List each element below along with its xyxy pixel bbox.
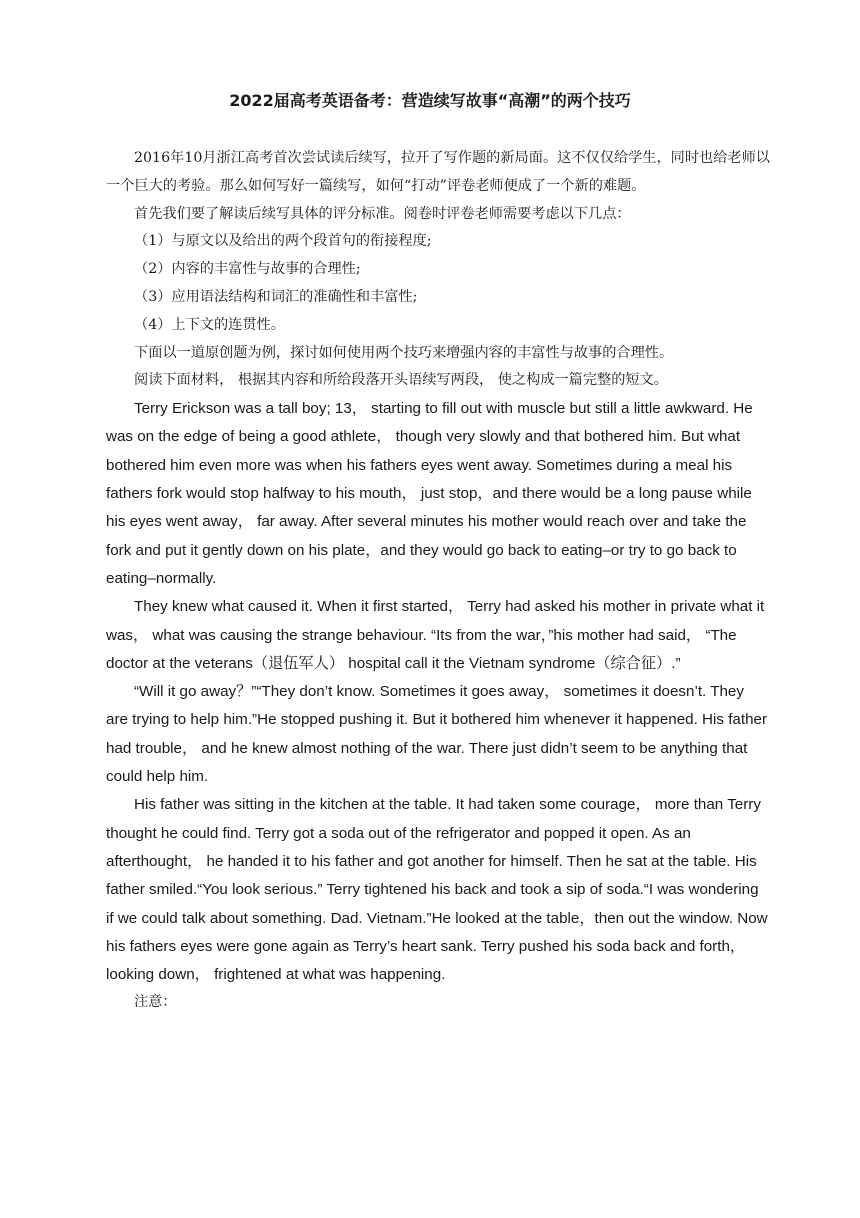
criterion-2: （2）内容的丰富性与故事的合理性;	[134, 261, 361, 278]
lead-in-2: 阅读下面材料， 根据其内容和所给段落开头语续写两段， 使之构成一篇完整的短文。	[134, 372, 668, 389]
intro-paragraph-2: 首先我们要了解读后续写具体的评分标准。阅卷时评卷老师需要考虑以下几点：	[134, 205, 631, 222]
lead-in-1: 下面以一道原创题为例，探讨如何使用两个技巧来增强内容的丰富性与故事的合理性。	[134, 344, 674, 361]
document-title: 2022届高考英语备考：营造续写故事“高潮”的两个技巧	[229, 91, 631, 110]
criterion-4: （4）上下文的连贯性。	[134, 316, 285, 333]
story-paragraph-4: His father was sitting in the kitchen at the table. It had taken some courage， more than Terry thought he could find. Terry got a soda out of the refrigerator and popped it open. As an afterthought， he handed it to his father and got another for himself. Then he sat at the table. His father smiled.“You look serious.” Terry tightened his back and took a sip of soda.“I was wondering if we could talk about something. Dad. Vietnam.”He looked at the table，then out the window. Now his fathers eyes were gone again as Terry’s heart sank. Terry pushed his soda back and forth， looking down， frightened at what was happening.	[106, 796, 768, 984]
intro-paragraph-1: 2016年10月浙江高考首次尝试读后续写，拉开了写作题的新局面。这不仅仅给学生，同时也给老师以一个巨大的考验。那么如何写好一篇续写，如何“打动”评卷老师便成了一个新的难题。	[106, 150, 770, 194]
story-paragraph-2: They knew what caused it. When it first started， Terry had asked his mother in private what it was， what was causing the strange behaviour. “Its from the war，”his mother had said， “The doctor at the veterans（退伍军人） hospital call it the Vietnam syndrome（综合征）.”	[106, 598, 765, 672]
criterion-1: （1）与原文以及给出的两个段首句的衔接程度;	[134, 233, 432, 250]
story-paragraph-3: “Will it go away？”“They don’t know. Sometimes it goes away， sometimes it doesn’t. They are trying to help him.”He stopped pushing it. But it bothered him whenever it happened. His father had trouble， and he knew almost nothing of the war. There just didn’t seem to be anything that could help him.	[106, 683, 768, 786]
story-paragraph-1: Terry Erickson was a tall boy; 13， starting to fill out with muscle but still a little awkward. He was on the edge of being a good athlete， though very slowly and that bothered him. But what bothered him even more was when his fathers eyes went away. Sometimes during a meal his fathers fork would stop halfway to his mouth， just stop，and there would be a long pause while his eyes went away， far away. After several minutes his mother would reach over and take the fork and put it gently down on his plate，and they would go back to eating–or try to go back to eating–normally.	[106, 400, 753, 587]
criterion-3: （3）应用语法结构和词汇的准确性和丰富性;	[134, 288, 418, 305]
note-label: 注意：	[134, 994, 177, 1011]
document-body	[106, 145, 770, 1017]
